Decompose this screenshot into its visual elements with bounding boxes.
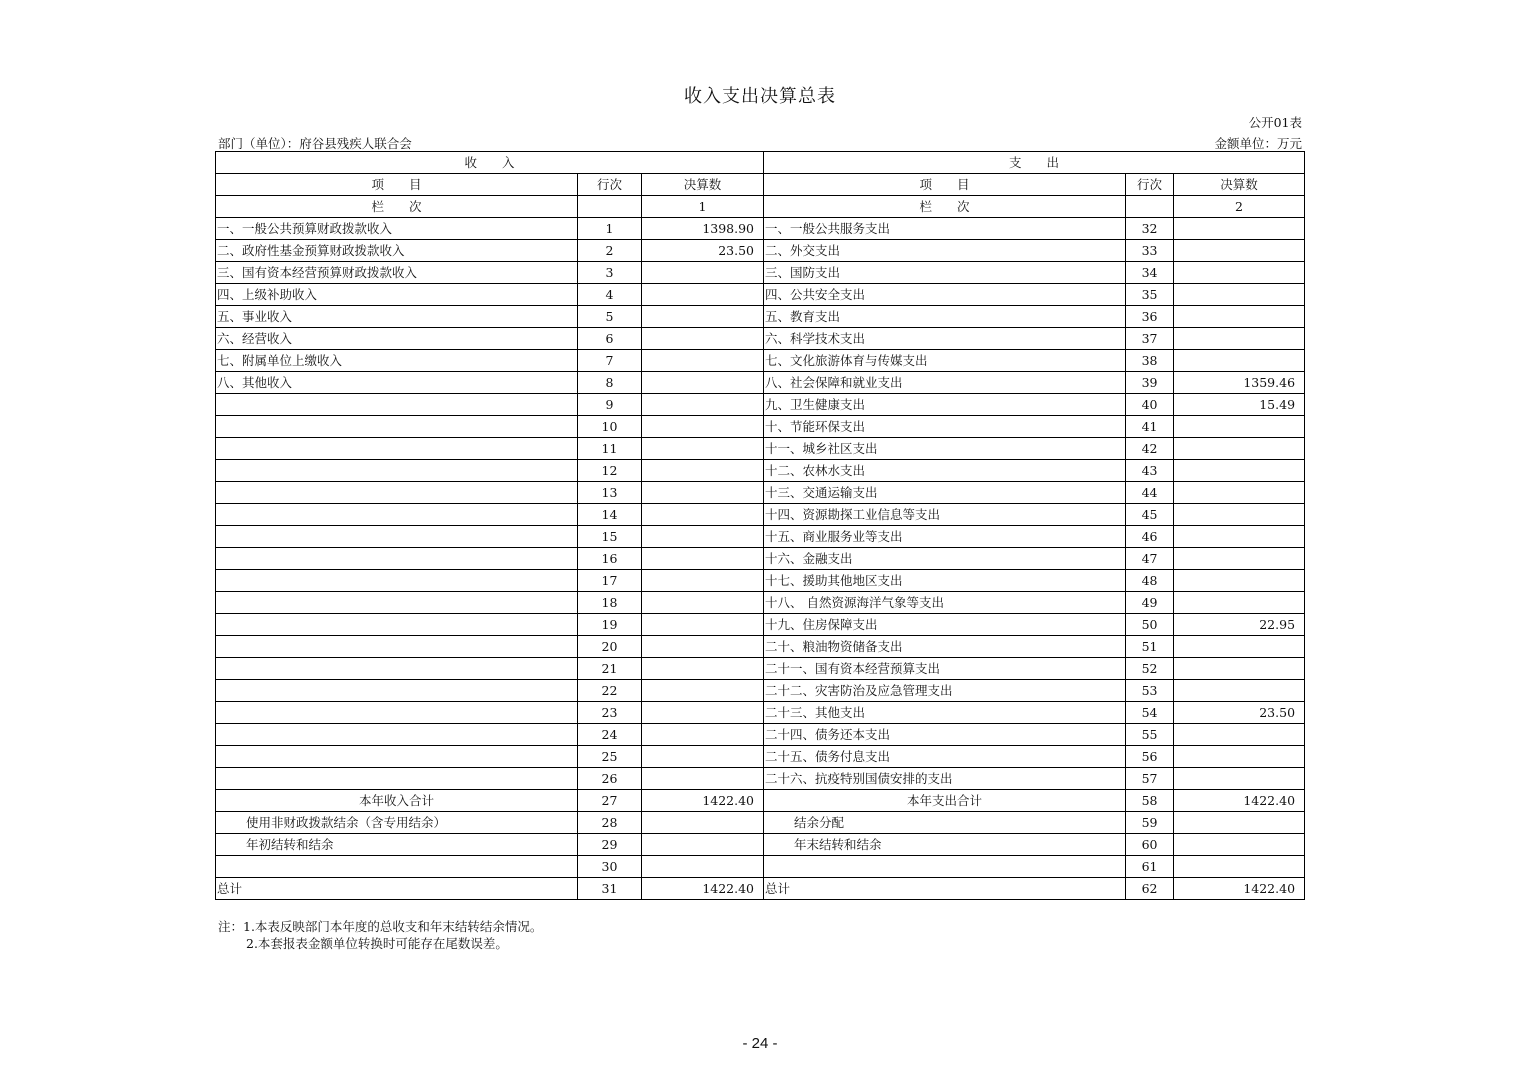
expense-item: 十三、交通运输支出	[764, 482, 1126, 504]
income-row-no: 20	[578, 636, 642, 658]
expense-amount	[1174, 218, 1305, 240]
year-income-amount: 1422.40	[642, 790, 764, 812]
section-header-row	[216, 152, 1305, 174]
income-item	[216, 482, 578, 504]
income-item	[216, 504, 578, 526]
closing-balance-label: 年末结转和结余	[764, 834, 1126, 856]
non-fiscal-balance-label: 使用非财政拨款结余（含专用结余）	[216, 812, 578, 834]
expense-row-no-header: 行次	[1126, 174, 1174, 196]
expense-item: 五、教育支出	[764, 306, 1126, 328]
expense-item: 八、社会保障和就业支出	[764, 372, 1126, 394]
expense-row-no: 47	[1126, 548, 1174, 570]
expense-amount	[1174, 658, 1305, 680]
expense-item: 二十五、债务付息支出	[764, 746, 1126, 768]
income-amount	[642, 416, 764, 438]
income-amount	[642, 526, 764, 548]
income-row-no: 6	[578, 328, 642, 350]
expense-amount	[1174, 680, 1305, 702]
expense-amount	[1174, 416, 1305, 438]
income-row-no: 10	[578, 416, 642, 438]
income-amount	[642, 306, 764, 328]
table-row	[216, 592, 1305, 614]
expense-row-no: 53	[1126, 680, 1174, 702]
income-row-no: 25	[578, 746, 642, 768]
expense-item: 三、国防支出	[764, 262, 1126, 284]
expense-item: 四、公共安全支出	[764, 284, 1126, 306]
expense-amount: 23.50	[1174, 702, 1305, 724]
income-item	[216, 416, 578, 438]
income-item: 二、政府性基金预算财政拨款收入	[216, 240, 578, 262]
expense-col-label: 栏 次	[764, 196, 1126, 218]
income-item: 三、国有资本经营预算财政拨款收入	[216, 262, 578, 284]
income-section-header: 收 入	[216, 152, 764, 174]
income-amount	[642, 636, 764, 658]
expense-amount	[1174, 636, 1305, 658]
income-amount-header: 决算数	[642, 174, 764, 196]
amount	[1174, 856, 1305, 878]
income-amount	[642, 394, 764, 416]
expense-section-header: 支 出	[764, 152, 1305, 174]
expense-amount	[1174, 746, 1305, 768]
income-amount	[642, 548, 764, 570]
income-row-no: 7	[578, 350, 642, 372]
expense-row-no: 38	[1126, 350, 1174, 372]
income-item	[216, 548, 578, 570]
income-row-no: 2	[578, 240, 642, 262]
table-row	[216, 526, 1305, 548]
expense-item: 十八、 自然资源海洋气象等支出	[764, 592, 1126, 614]
expense-row-no: 41	[1126, 416, 1174, 438]
income-row-no: 14	[578, 504, 642, 526]
income-item	[216, 438, 578, 460]
expense-item: 十一、城乡社区支出	[764, 438, 1126, 460]
expense-amount	[1174, 768, 1305, 790]
table-row	[216, 856, 1305, 878]
income-amount	[642, 350, 764, 372]
income-amount	[642, 460, 764, 482]
income-amount	[642, 614, 764, 636]
income-amount	[642, 482, 764, 504]
empty-cell	[578, 196, 642, 218]
expense-row-no: 56	[1126, 746, 1174, 768]
footnotes	[218, 918, 542, 952]
expense-row-no: 46	[1126, 526, 1174, 548]
expense-row-no: 54	[1126, 702, 1174, 724]
expense-item: 十六、金融支出	[764, 548, 1126, 570]
expense-amount	[1174, 350, 1305, 372]
income-item	[216, 680, 578, 702]
expense-amount	[1174, 460, 1305, 482]
column-header-row	[216, 174, 1305, 196]
expense-amount: 1359.46	[1174, 372, 1305, 394]
expense-amount	[1174, 504, 1305, 526]
expense-amount	[1174, 548, 1305, 570]
income-item: 一、一般公共预算财政拨款收入	[216, 218, 578, 240]
expense-amount	[1174, 592, 1305, 614]
expense-item: 一、一般公共服务支出	[764, 218, 1126, 240]
expense-item: 二十四、债务还本支出	[764, 724, 1126, 746]
income-row-no: 22	[578, 680, 642, 702]
income-row-no: 4	[578, 284, 642, 306]
income-row-no: 18	[578, 592, 642, 614]
expense-row-no: 34	[1126, 262, 1174, 284]
expense-row-no: 42	[1126, 438, 1174, 460]
income-row-no: 3	[578, 262, 642, 284]
income-amount	[642, 768, 764, 790]
income-item	[216, 658, 578, 680]
table-row	[216, 746, 1305, 768]
income-item	[216, 614, 578, 636]
income-amount: 23.50	[642, 240, 764, 262]
income-amount	[642, 724, 764, 746]
table-row	[216, 702, 1305, 724]
expense-row-no: 32	[1126, 218, 1174, 240]
income-amount	[642, 284, 764, 306]
row-no: 30	[578, 856, 642, 878]
page-title: 收入支出决算总表	[684, 86, 836, 107]
expense-col-index: 2	[1174, 196, 1305, 218]
income-item	[216, 702, 578, 724]
income-item	[216, 394, 578, 416]
income-item	[216, 592, 578, 614]
income-item: 六、经营收入	[216, 328, 578, 350]
total-expense-amount: 1422.40	[1174, 878, 1305, 900]
expense-amount	[1174, 328, 1305, 350]
income-row-no: 9	[578, 394, 642, 416]
income-amount	[642, 570, 764, 592]
table-row	[216, 724, 1305, 746]
expense-row-no: 44	[1126, 482, 1174, 504]
table-row	[216, 306, 1305, 328]
income-row-no: 15	[578, 526, 642, 548]
income-row-no: 12	[578, 460, 642, 482]
row-no: 29	[578, 834, 642, 856]
expense-item: 二十六、抗疫特别国债安排的支出	[764, 768, 1126, 790]
expense-row-no: 39	[1126, 372, 1174, 394]
income-amount	[642, 702, 764, 724]
expense-row-no: 37	[1126, 328, 1174, 350]
table-row	[216, 438, 1305, 460]
footnote: 2.本套报表金额单位转换时可能存在尾数误差。	[246, 936, 508, 951]
table-row	[216, 350, 1305, 372]
income-amount	[642, 592, 764, 614]
expense-item: 二十、粮油物资储备支出	[764, 636, 1126, 658]
income-item	[216, 570, 578, 592]
year-income-label: 本年收入合计	[216, 790, 578, 812]
row-no: 28	[578, 812, 642, 834]
expense-amount	[1174, 526, 1305, 548]
income-amount: 1398.90	[642, 218, 764, 240]
income-item	[216, 636, 578, 658]
expense-amount-header: 决算数	[1174, 174, 1305, 196]
income-amount	[642, 746, 764, 768]
expense-row-no: 36	[1126, 306, 1174, 328]
expense-item: 十二、农林水支出	[764, 460, 1126, 482]
expense-row-no: 33	[1126, 240, 1174, 262]
table-row	[216, 812, 1305, 834]
amount-unit-label: 金额单位：万元	[1214, 136, 1302, 151]
amount	[1174, 812, 1305, 834]
income-item: 四、上级补助收入	[216, 284, 578, 306]
expense-item-header: 项 目	[764, 174, 1126, 196]
table-row	[216, 504, 1305, 526]
total-expense-label: 总计	[764, 878, 1126, 900]
income-row-no: 5	[578, 306, 642, 328]
table-row	[216, 460, 1305, 482]
row-no: 60	[1126, 834, 1174, 856]
income-amount	[642, 438, 764, 460]
table-row	[216, 262, 1305, 284]
year-income-no: 27	[578, 790, 642, 812]
income-row-no: 17	[578, 570, 642, 592]
income-amount	[642, 328, 764, 350]
expense-amount	[1174, 284, 1305, 306]
income-item	[216, 460, 578, 482]
total-income-no: 31	[578, 878, 642, 900]
year-expense-amount: 1422.40	[1174, 790, 1305, 812]
footnote: 注：1.本表反映部门本年度的总收支和年末结转结余情况。	[218, 919, 543, 934]
amount	[1174, 834, 1305, 856]
page-number: - 24 -	[742, 1035, 778, 1052]
expense-row-no: 45	[1126, 504, 1174, 526]
table-row	[216, 240, 1305, 262]
form-number: 公开01表	[1248, 115, 1302, 130]
expense-row-no: 43	[1126, 460, 1174, 482]
expense-item: 九、卫生健康支出	[764, 394, 1126, 416]
income-item	[216, 724, 578, 746]
expense-amount: 22.95	[1174, 614, 1305, 636]
income-row-no: 26	[578, 768, 642, 790]
expense-item: 十、节能环保支出	[764, 416, 1126, 438]
table-row	[216, 570, 1305, 592]
expense-amount	[1174, 438, 1305, 460]
income-amount	[642, 372, 764, 394]
expense-amount	[1174, 262, 1305, 284]
table-row	[216, 218, 1305, 240]
expense-item: 二十一、国有资本经营预算支出	[764, 658, 1126, 680]
expense-amount	[1174, 482, 1305, 504]
table-row	[216, 636, 1305, 658]
opening-balance-label: 年初结转和结余	[216, 834, 578, 856]
table-row	[216, 614, 1305, 636]
row-no: 61	[1126, 856, 1174, 878]
income-row-no-header: 行次	[578, 174, 642, 196]
income-item	[216, 768, 578, 790]
row-no: 59	[1126, 812, 1174, 834]
expense-item: 十四、资源勘探工业信息等支出	[764, 504, 1126, 526]
total-expense-no: 62	[1126, 878, 1174, 900]
budget-summary-table	[215, 151, 1305, 900]
expense-row-no: 49	[1126, 592, 1174, 614]
expense-item: 二十三、其他支出	[764, 702, 1126, 724]
expense-amount	[1174, 306, 1305, 328]
income-col-index: 1	[642, 196, 764, 218]
table-row	[216, 548, 1305, 570]
income-amount	[642, 680, 764, 702]
income-row-no: 23	[578, 702, 642, 724]
income-amount	[642, 504, 764, 526]
table-row	[216, 394, 1305, 416]
table-row	[216, 372, 1305, 394]
surplus-distribution-label: 结余分配	[764, 812, 1126, 834]
table-row	[216, 834, 1305, 856]
income-amount	[642, 262, 764, 284]
income-row-no: 13	[578, 482, 642, 504]
grand-total-row	[216, 878, 1305, 900]
item	[216, 856, 578, 878]
table-row	[216, 328, 1305, 350]
total-income-label: 总计	[216, 878, 578, 900]
expense-item: 十七、援助其他地区支出	[764, 570, 1126, 592]
expense-row-no: 35	[1126, 284, 1174, 306]
expense-amount: 15.49	[1174, 394, 1305, 416]
amount	[642, 856, 764, 878]
amount	[642, 834, 764, 856]
expense-item: 七、文化旅游体育与传媒支出	[764, 350, 1126, 372]
year-total-row	[216, 790, 1305, 812]
expense-item: 十五、商业服务业等支出	[764, 526, 1126, 548]
expense-row-no: 51	[1126, 636, 1174, 658]
income-row-no: 1	[578, 218, 642, 240]
expense-row-no: 50	[1126, 614, 1174, 636]
expense-item: 十九、住房保障支出	[764, 614, 1126, 636]
expense-amount	[1174, 724, 1305, 746]
income-row-no: 24	[578, 724, 642, 746]
expense-row-no: 48	[1126, 570, 1174, 592]
year-expense-no: 58	[1126, 790, 1174, 812]
item	[764, 856, 1126, 878]
column-index-row	[216, 196, 1305, 218]
income-col-label: 栏 次	[216, 196, 578, 218]
table-row	[216, 482, 1305, 504]
department-label: 部门（单位）：府谷县残疾人联合会	[218, 136, 412, 151]
income-amount	[642, 658, 764, 680]
expense-item: 六、科学技术支出	[764, 328, 1126, 350]
table-row	[216, 658, 1305, 680]
expense-amount	[1174, 240, 1305, 262]
income-row-no: 11	[578, 438, 642, 460]
income-row-no: 16	[578, 548, 642, 570]
amount	[642, 812, 764, 834]
year-expense-label: 本年支出合计	[764, 790, 1126, 812]
total-income-amount: 1422.40	[642, 878, 764, 900]
expense-row-no: 55	[1126, 724, 1174, 746]
table-row	[216, 680, 1305, 702]
empty-cell	[1126, 196, 1174, 218]
income-item: 五、事业收入	[216, 306, 578, 328]
expense-row-no: 40	[1126, 394, 1174, 416]
income-row-no: 8	[578, 372, 642, 394]
income-row-no: 21	[578, 658, 642, 680]
expense-row-no: 57	[1126, 768, 1174, 790]
income-item	[216, 746, 578, 768]
income-item	[216, 526, 578, 548]
table-row	[216, 284, 1305, 306]
table-row	[216, 768, 1305, 790]
table-row	[216, 416, 1305, 438]
expense-row-no: 52	[1126, 658, 1174, 680]
income-item-header: 项 目	[216, 174, 578, 196]
expense-item: 二十二、灾害防治及应急管理支出	[764, 680, 1126, 702]
expense-item: 二、外交支出	[764, 240, 1126, 262]
income-item: 七、附属单位上缴收入	[216, 350, 578, 372]
expense-amount	[1174, 570, 1305, 592]
income-item: 八、其他收入	[216, 372, 578, 394]
income-row-no: 19	[578, 614, 642, 636]
